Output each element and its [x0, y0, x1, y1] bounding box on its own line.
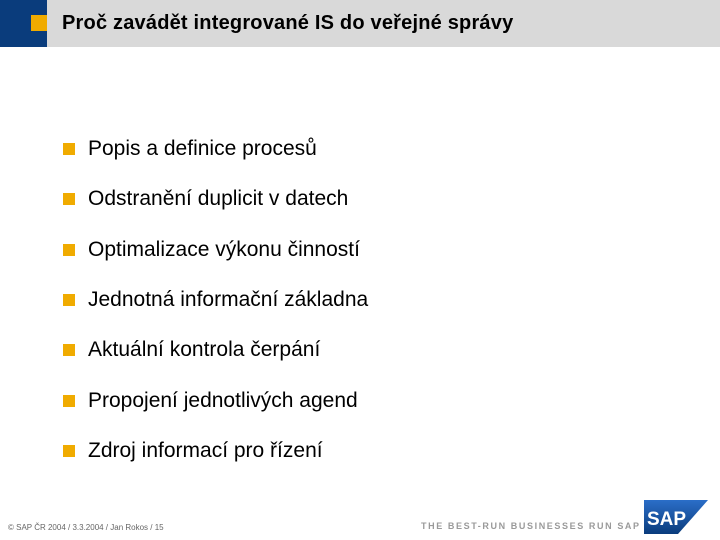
- bullet-item: [63, 225, 368, 275]
- bullet-square-icon: [63, 143, 75, 155]
- title-accent-square: [31, 15, 47, 31]
- bullet-square-icon: [63, 244, 75, 256]
- bullet-item: [63, 275, 368, 325]
- bullet-square-icon: [63, 395, 75, 407]
- footer-tagline: THE BEST-RUN BUSINESSES RUN SAP: [421, 521, 641, 531]
- bullet-square-icon: [63, 294, 75, 306]
- bullet-text: Popis a definice procesů: [88, 137, 317, 161]
- bullet-square-icon: [63, 445, 75, 457]
- sap-logo-text: SAP: [647, 509, 687, 530]
- bullet-text: Propojení jednotlivých agend: [88, 388, 358, 412]
- bullet-text: Optimalizace výkonu činností: [88, 237, 360, 261]
- bullet-text: Zdroj informací pro řízení: [88, 438, 323, 462]
- bullet-item: [63, 325, 368, 375]
- bullet-item: [63, 124, 368, 174]
- bullet-square-icon: [63, 193, 75, 205]
- bullet-text: Odstranění duplicit v datech: [88, 187, 349, 211]
- bullet-item: [63, 174, 368, 224]
- bullet-item: [63, 426, 368, 476]
- sap-logo-icon: [644, 500, 708, 536]
- bullet-text: Jednotná informační základna: [88, 288, 369, 312]
- bullet-item: [63, 375, 368, 425]
- footer-copyright: © SAP ČR 2004 / 3.3.2004 / Jan Rokos / 15: [8, 523, 164, 532]
- slide-title: Proč zavádět integrované IS do veřejné správy: [62, 12, 514, 34]
- bullet-list: [63, 124, 368, 476]
- bullet-square-icon: [63, 344, 75, 356]
- bullet-text: Aktuální kontrola čerpání: [88, 338, 321, 362]
